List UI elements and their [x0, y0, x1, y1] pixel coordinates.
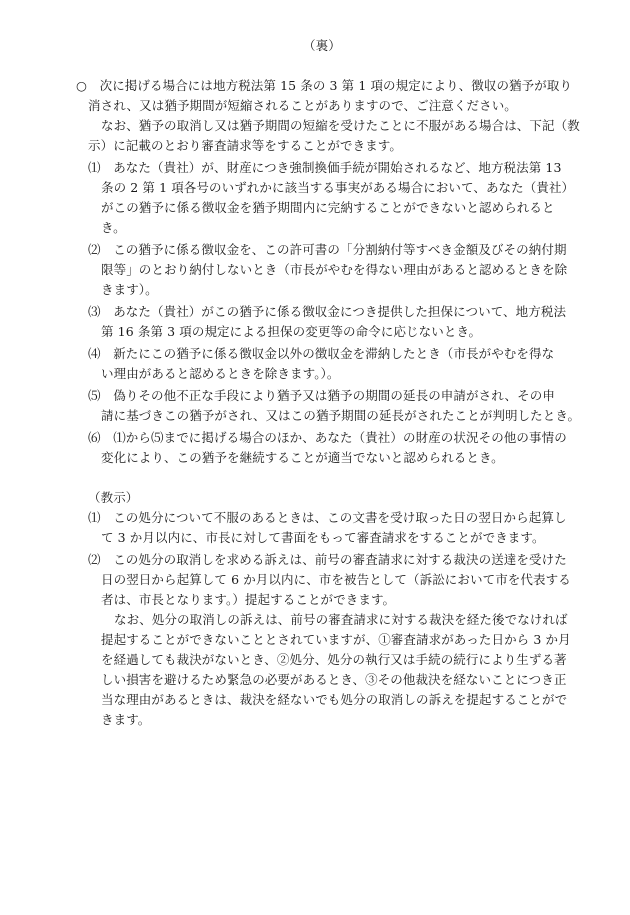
instruction-heading: （教示）	[88, 490, 139, 505]
case-item-1: ⑴ あなた（貴社）が、財産につき強制換価手続が開始されるなど、地方税法第 13	[88, 160, 562, 175]
notice-line: 示）に記載のとおり審査請求等をすることができます。	[88, 138, 403, 153]
case-item-2-cont: きます）。	[101, 282, 158, 297]
case-item-3: ⑶ あなた（貴社）がこの猶予に係る徴収金につき提供した担保について、地方税法	[88, 304, 567, 319]
instruction-item-1: ⑴ この処分について不服のあるときは、この文書を受け取った日の翌日から起算し	[88, 510, 567, 525]
instruction-item-1-cont: て 3 か月以内に、市長に対して書面をもって審査請求をすることができます。	[101, 530, 545, 545]
case-item-4: ⑷ 新たにこの猶予に係る徴収金以外の徴収金を滞納したとき（市長がやむを得な	[88, 346, 555, 361]
case-item-2: ⑵ この猶予に係る徴収金を、この許可書の「分割納付等すべき金額及びその納付期	[88, 242, 567, 257]
case-item-5: ⑸ 偽りその他不正な手段により猶予又は猶予の期間の延長の申請がされ、その申	[88, 388, 555, 403]
page-side-label: （裏）	[303, 38, 341, 53]
case-item-1-cont: き。	[101, 220, 126, 235]
instruction-note-cont: 当な理由があるときは、裁決を経ないでも処分の取消しの訴えを提起することがで	[101, 692, 568, 707]
case-item-1-cont: がこの猶予に係る徴収金を猶予期間内に完納することができないと認められると	[101, 200, 555, 215]
case-item-6: ⑹ ⑴から⑸までに掲げる場合のほか、あなた（貴社）の財産の状況その他の事情の	[88, 430, 567, 445]
instruction-note-cont: しい損害を避けるため緊急の必要があるとき、③その他裁決を経ないことにつき正	[101, 672, 567, 687]
case-item-1-cont: 条の 2 第 1 項各号のいずれかに該当する事実がある場合において、あなた（貴社）	[101, 180, 575, 195]
case-item-5-cont: 請に基づきこの猶予がされ、又はこの猶予期間の延長がされたことが判明したとき。	[101, 408, 581, 423]
instruction-item-2: ⑵ この処分の取消しを求める訴えは、前号の審査請求に対する裁決の送達を受けた	[88, 552, 567, 567]
instruction-note-cont: 提起することができないこととされていますが、①審査請求があった日から 3 か月	[101, 632, 571, 647]
notice-line: 消され、又は猶予期間が短縮されることがありますので、ご注意ください。	[88, 98, 517, 113]
case-item-4-cont: い理由があると認めるときを除きます。）。	[101, 366, 340, 381]
case-item-2-cont: 限等」のとおり納付しないとき（市長がやむを得ない理由があると認めるときを除	[101, 262, 568, 277]
instruction-note-cont: きます。	[101, 712, 151, 727]
notice-line: ○ 次に掲げる場合には地方税法第 15 条の 3 第 1 項の規定により、徴収の猶予が取り	[76, 78, 573, 93]
instruction-item-2-cont: 日の翌日から起算して 6 か月以内に、市を被告として（訴訟において市を代表する	[101, 572, 571, 587]
instruction-note: なお、処分の取消しの訴えは、前号の審査請求に対する裁決を経た後でなければ	[114, 612, 568, 627]
case-item-3-cont: 第 16 条第 3 項の規定による担保の変更等の命令に応じないとき。	[101, 324, 482, 339]
instruction-item-2-cont: 者は、市長となります。）提起することができます。	[101, 592, 396, 607]
notice-line: なお、猶予の取消し又は猶予期間の短縮を受けたことに不服がある場合は、下記（教	[101, 118, 580, 133]
case-item-6-cont: 変化により、この猶予を継続することが適当でないと認められるとき。	[101, 450, 504, 465]
instruction-note-cont: を経過しても裁決がないとき、②処分、処分の執行又は手続の続行により生ずる著	[101, 652, 567, 667]
